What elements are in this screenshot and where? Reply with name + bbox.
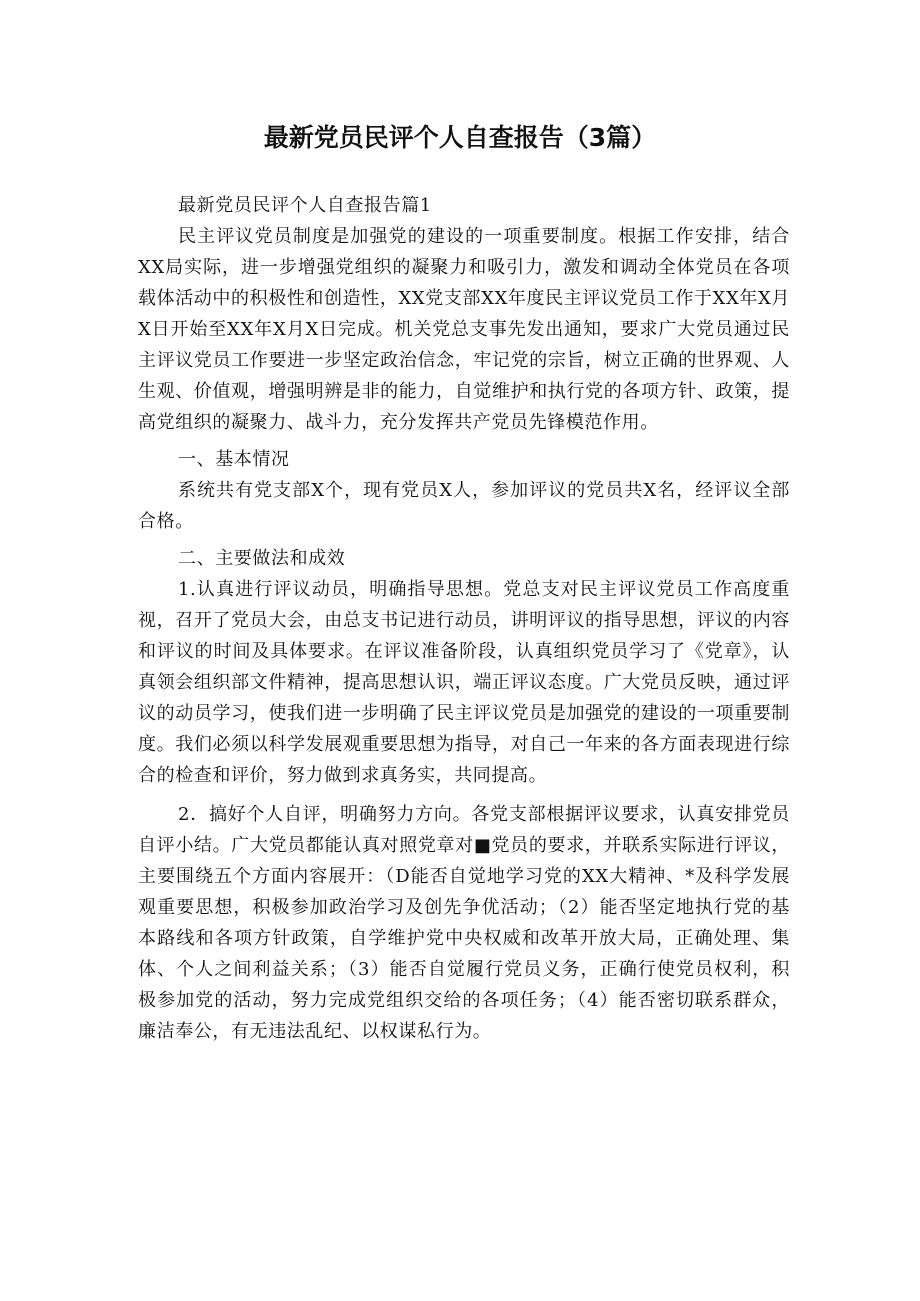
paragraph: 1.认真进行评议动员，明确指导思想。党总支对民主评议党员工作高度重视，召开了党员大会，由总支书记进行动员，讲明评议的指导思想，评议的内容和评议的时间及具体要求。在评议准备阶段，认真组织党员学习了《党章》，认真领会组织部文件精神，提高思想认识，端正评议态度。广大党员反映，通过评议的动员学习，使我们进一步明确了民主评议党员是加强党的建设的一项重要制度。我们必须以科学发展观重要思想为指导，对自己一年来的各方面表现进行综合的检查和评价，努力做到求真务实，共同提高。 (138, 579, 790, 786)
paragraph: 民主评议党员制度是加强党的建设的一项重要制度。根据工作安排，结合XX局实际，进一步增强党组织的凝聚力和吸引力，激发和调动全体党员在各项载体活动中的积极性和创造性，XX党支部XX年度民主评议党员工作于XX年X月X日开始至XX年X月X日完成。机关党总支事先发出通知，要求广大党员通过民主评议党员工作要进一步坚定政治信念，牢记党的宗旨，树立正确的世界观、人生观、价值观，增强明辨是非的能力，自觉维护和执行党的各项方针、政策，提高党组织的凝聚力、战斗力，充分发挥共产党员先锋模范作用。 (138, 226, 790, 433)
section-heading: 最新党员民评个人自查报告篇1 (178, 195, 432, 216)
paragraph: 2．搞好个人自评，明确努力方向。各党支部根据评议要求，认真安排党员自评小结。广大党员都能认真对照党章对■党员的要求，并联系实际进行评议，主要围绕五个方面内容展开：（D能否自觉地学习党的XX大精神、*及科学发展观重要思想，积极参加政治学习及创先争优活动；（2）能否坚定地执行党的基本路线和各项方针政策，自学维护党中央权威和改革开放大局，正确处理、集体、个人之间利益关系；（3）能否自觉履行党员义务，正确行使党员权利，积极参加党的活动，努力完成党组织交给的各项任务；（4）能否密切联系群众，廉洁奉公，有无违法乱纪、以权谋私行为。 (138, 804, 790, 1042)
paragraph: 系统共有党支部X个，现有党员X人，参加评议的党员共X名，经评议全部合格。 (138, 480, 790, 532)
section-heading: 一、基本情况 (178, 449, 290, 470)
document-body (138, 190, 790, 1047)
section-heading: 二、主要做法和成效 (178, 548, 346, 569)
document-title: 最新党员民评个人自查报告（3篇） (263, 123, 657, 152)
